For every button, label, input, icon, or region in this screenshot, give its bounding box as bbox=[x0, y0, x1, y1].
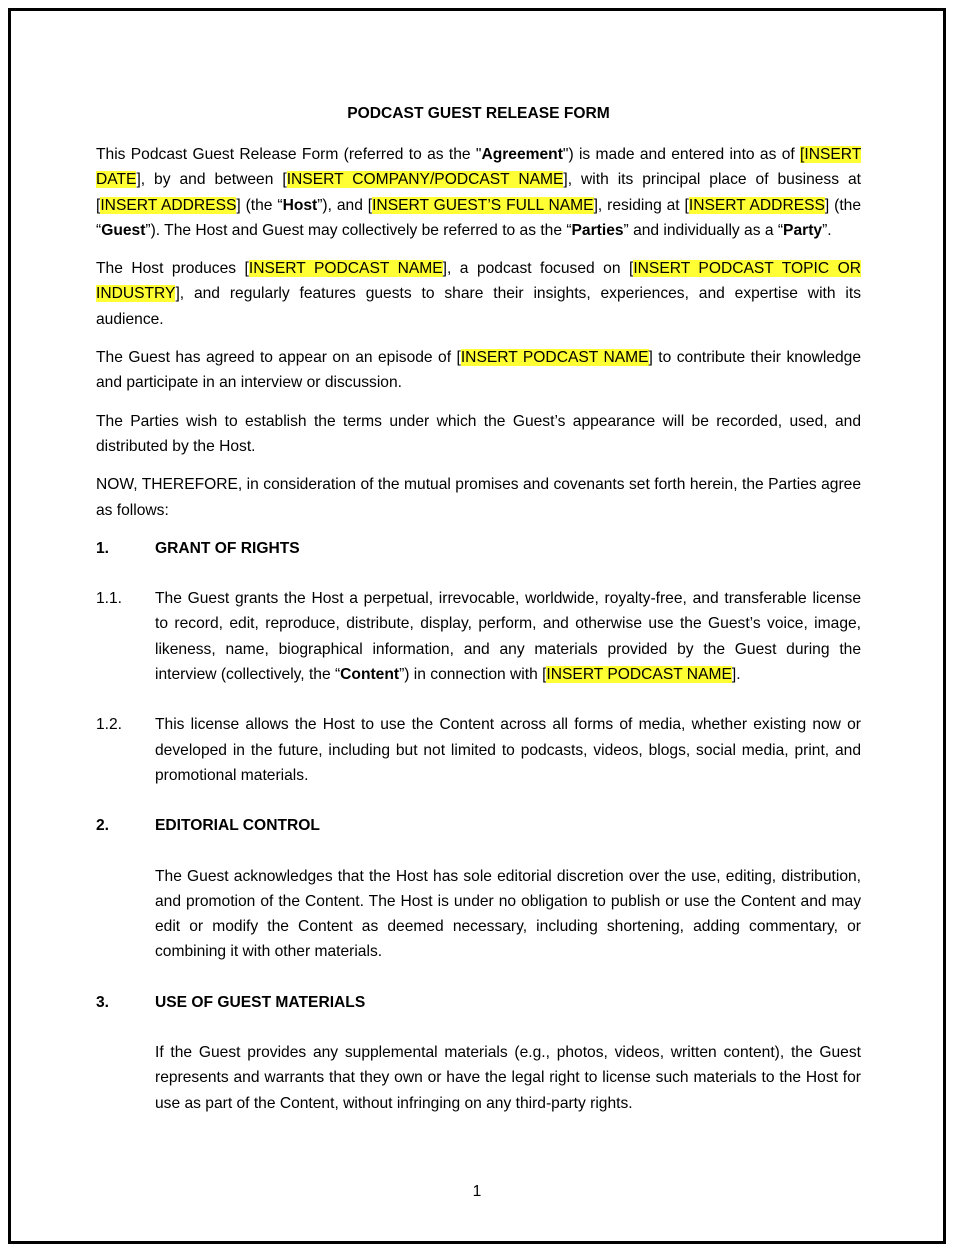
intro-text: ], by and between [ bbox=[136, 171, 287, 189]
para-text: ] to contribute their knowledge and participate in an interview or discussion. bbox=[96, 349, 862, 392]
guest-term: Guest bbox=[101, 221, 146, 239]
placeholder-podcast-name: INSERT PODCAST NAME bbox=[546, 666, 732, 684]
section-number: 3. bbox=[96, 993, 110, 1011]
section-title: GRANT OF RIGHTS bbox=[155, 539, 300, 557]
section-number: 2. bbox=[96, 817, 110, 835]
section-title: EDITORIAL CONTROL bbox=[155, 817, 320, 835]
parties-term: Parties bbox=[571, 221, 624, 239]
placeholder-podcast-name: INSERT PODCAST NAME bbox=[248, 260, 443, 278]
section-heading-3 bbox=[96, 990, 861, 1015]
clause-1-2 bbox=[96, 712, 861, 788]
para-text: The Guest has agreed to appear on an episode of [ bbox=[96, 349, 461, 367]
clause-1-1 bbox=[96, 586, 861, 687]
terms-paragraph: The Parties wish to establish the terms under which the Guest’s appearance will be recorded, used, and distributed by the Host. bbox=[96, 412, 861, 455]
intro-paragraph bbox=[96, 142, 861, 243]
party-term: Party bbox=[783, 221, 823, 239]
intro-text: This Podcast Guest Release Form (referred to as the " bbox=[96, 146, 482, 163]
placeholder-date: [INSERT DATE bbox=[96, 146, 861, 189]
podcast-paragraph bbox=[96, 256, 861, 332]
placeholder-podcast-name: INSERT PODCAST NAME bbox=[460, 349, 649, 367]
placeholder-guest-name: INSERT GUEST’S FULL NAME bbox=[372, 196, 594, 214]
para-text: The Host produces [ bbox=[96, 260, 249, 278]
placeholder-host-address: INSERT ADDRESS bbox=[100, 196, 237, 214]
para-text: ], and regularly features guests to share their insights, experiences, and expertise with its audience. bbox=[96, 285, 861, 328]
intro-text: ”). The Host and Guest may collectively be referred to as the “ bbox=[145, 221, 572, 239]
section-heading-1 bbox=[96, 536, 861, 561]
intro-text: ”. bbox=[822, 221, 832, 239]
now-therefore-paragraph: NOW, THEREFORE, in consideration of the mutual promises and covenants set forth herein, the Parties agree as follows: bbox=[96, 476, 861, 519]
section-heading-2 bbox=[96, 813, 861, 838]
clause-number: 1.2. bbox=[96, 716, 123, 734]
clause-number: 1.1. bbox=[96, 590, 123, 608]
document-title: PODCAST GUEST RELEASE FORM bbox=[347, 105, 610, 122]
placeholder-guest-address: INSERT ADDRESS bbox=[688, 196, 825, 214]
document-body bbox=[96, 101, 861, 1141]
content-term: Content bbox=[340, 666, 400, 684]
document-page bbox=[8, 8, 946, 1244]
placeholder-topic: INSERT PODCAST TOPIC OR INDUSTRY bbox=[96, 260, 861, 303]
para-text: ], a podcast focused on [ bbox=[442, 260, 634, 278]
clause-text: This license allows the Host to use the Content across all forms of media, whether existing now or developed in the future, including but not limited to podcasts, videos, blogs, social media, print, and promotional materials. bbox=[155, 716, 861, 784]
guest-appearance-paragraph bbox=[96, 345, 861, 396]
intro-text: ], with its principal place of business at [ bbox=[96, 171, 861, 214]
placeholder-company: INSERT COMPANY/PODCAST NAME bbox=[286, 171, 564, 189]
intro-text: ”), and [ bbox=[317, 196, 373, 214]
intro-text: ” and individually as a “ bbox=[623, 221, 784, 239]
page-number: 1 bbox=[472, 1183, 482, 1200]
clause-text: The Guest grants the Host a perpetual, irrevocable, worldwide, royalty-free, and transferable license to record, edit, reproduce, distribute, display, perform, and otherwise use the Guest’s voice, image, likeness, name, biographical information, and any materials provided by the Guest during the interview (collectively, the “Content”) in connection with [INSERT PODCAST NAME]. bbox=[155, 590, 861, 684]
intro-text: ], residing at [ bbox=[593, 196, 689, 214]
intro-text: ] (the “ bbox=[96, 196, 862, 239]
section-number: 1. bbox=[96, 539, 110, 557]
intro-text: ") is made and entered into as of bbox=[562, 146, 801, 163]
agreement-term: Agreement bbox=[481, 146, 563, 163]
editorial-control-text: The Guest acknowledges that the Host has sole editorial discretion over the use, editing, distribution, and promotion of the Content. The Host is under no obligation to publish or use the Content and may edit or modify the Content as deemed necessary, including shortening, adding commentary, or combining it with other materials. bbox=[155, 867, 861, 961]
host-term: Host bbox=[282, 196, 318, 214]
intro-text: ] (the “ bbox=[236, 196, 283, 214]
section-title: USE OF GUEST MATERIALS bbox=[155, 993, 366, 1011]
guest-materials-text: If the Guest provides any supplemental materials (e.g., photos, videos, written content), the Guest represents and warrants that they own or have the legal right to license such materials to the Host for use as part of the Content, without infringing on any third-party rights. bbox=[155, 1044, 861, 1112]
